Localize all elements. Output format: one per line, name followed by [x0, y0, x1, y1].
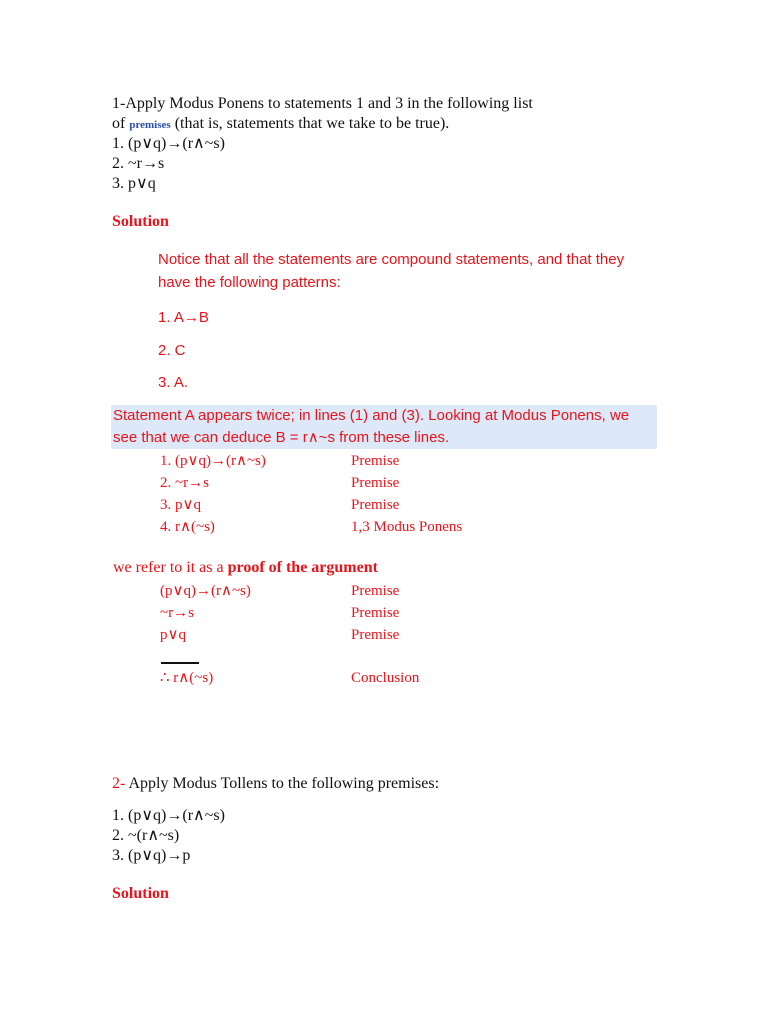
pattern-1: 1. A→B	[158, 309, 209, 326]
q1-item-1: 1. (p∨q)→(r∧~s)	[112, 135, 225, 152]
q2-heading	[112, 774, 439, 794]
solution-heading-2: Solution	[112, 885, 169, 902]
proof-reason-3: Premise	[351, 627, 400, 643]
table1-reason-4: 1,3 Modus Ponens	[351, 519, 463, 535]
statement-line1: Statement A appears twice; in lines (1) and (3). Looking at Modus Ponens, we	[113, 407, 630, 424]
pattern-3: 3. A.	[158, 374, 189, 391]
table1-reason-2: Premise	[351, 475, 400, 491]
conclusion-reason: Conclusion	[351, 670, 420, 686]
q1-line1: 1-Apply Modus Ponens to statements 1 and 3 in the following list	[112, 95, 533, 112]
q1-item-3: 3. p∨q	[112, 175, 156, 192]
q2-item-3: 3. (p∨q)→p	[112, 847, 191, 864]
q1-line2	[112, 114, 449, 135]
q1-line2-pre: of	[112, 115, 130, 132]
table1-stmt-3: 3. p∨q	[160, 497, 201, 513]
q2-item-2: 2. ~(r∧~s)	[112, 827, 180, 844]
proof-reason-1: Premise	[351, 583, 400, 599]
q1-line2-post: (that is, statements that we take to be true).	[170, 115, 450, 132]
proof-stmt-2: ~r→s	[160, 605, 194, 621]
conclusion-stmt: ∴ r∧(~s)	[160, 670, 214, 686]
proof-reason-2: Premise	[351, 605, 400, 621]
proof-intro-pre: we refer to it as a	[113, 559, 228, 576]
q2-text: Apply Modus Tollens to the following premises:	[125, 775, 440, 792]
proof-stmt-1: (p∨q)→(r∧~s)	[160, 583, 251, 599]
table1-stmt-4: 4. r∧(~s)	[160, 519, 215, 535]
table1-stmt-2: 2. ~r→s	[160, 475, 209, 491]
solution-heading-1: Solution	[112, 213, 169, 230]
pattern-2: 2. C	[158, 342, 186, 359]
notice-line2: have the following patterns:	[158, 274, 341, 291]
notice-line1: Notice that all the statements are compound statements, and that they	[158, 251, 625, 268]
statement-line2: see that we can deduce B = r∧~s from these lines.	[113, 429, 450, 446]
q1-item-2: 2. ~r→s	[112, 155, 165, 172]
table1-reason-3: Premise	[351, 497, 400, 513]
proof-intro-bold: proof of the argument	[227, 559, 378, 576]
conclusion-rule	[161, 662, 199, 664]
q2-item-1: 1. (p∨q)→(r∧~s)	[112, 807, 225, 824]
table1-stmt-1: 1. (p∨q)→(r∧~s)	[160, 453, 266, 469]
q2-number: 2-	[112, 775, 126, 792]
table1-reason-1: Premise	[351, 453, 400, 469]
proof-stmt-3: p∨q	[160, 627, 186, 643]
premises-word: premises	[129, 119, 171, 131]
proof-intro	[113, 558, 378, 578]
